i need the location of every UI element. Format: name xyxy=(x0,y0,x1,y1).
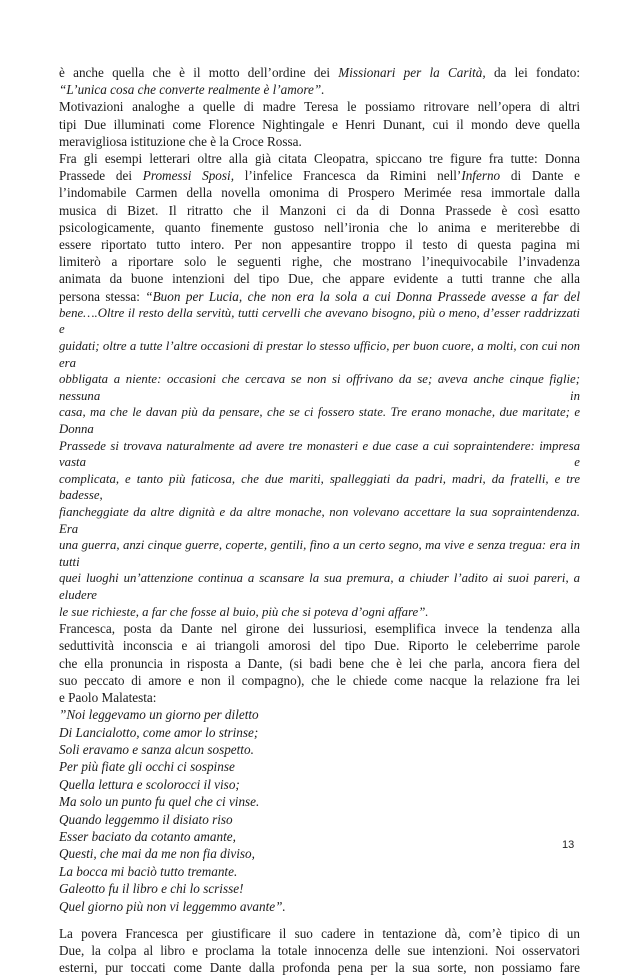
poem-line: Questi, che mai da me non fia diviso, xyxy=(59,846,255,862)
poem-line: Ma solo un punto fu quel che ci vinse. xyxy=(59,794,260,810)
poem-line: Per più fiate gli occhi ci sospinse xyxy=(59,759,235,775)
text-line: suo peccato di amore e non il compagno), che le chiede come nacque la relazione fra lei xyxy=(59,672,580,688)
poem-line: Quel giorno più non vi leggemmo avante”. xyxy=(59,898,286,914)
text-line: è anche quella che è il motto dell’ordine dei Missionari per la Carità, da lei fondato: xyxy=(59,65,581,80)
text-line: essere riportato tutto intero. Per non appesantire troppo il testo di questa pagina mi xyxy=(59,237,580,253)
quote-line: quei luoghi un’attenzione continua a scansare la sua premura, a chiuder l’adito ai suoi pareri, a eludere xyxy=(59,571,580,602)
quotation-prassede xyxy=(59,305,580,620)
text-line: La povera Francesca per giustificare il suo cadere in tentazione dà, com’è tipico di un xyxy=(59,926,580,942)
text-line: che ella pronuncia in risposta a Dante, (si badi bene che è lei che parla, ancora fiera del xyxy=(59,655,580,671)
text-line: seduttività inconscia e ai triangoli amorosi del tipo Due. Riporto le celeberrime parole xyxy=(59,638,580,654)
poem-line: La bocca mi baciò tutto tremante. xyxy=(59,863,238,879)
paragraph-esempi-letterari xyxy=(59,150,580,620)
text-line: psicologicamente, quanto finemente gustoso nell’ironia che lo anima e meriterebbe di xyxy=(59,219,580,235)
poem-line: Quella lettura e scolorocci il viso; xyxy=(59,776,240,792)
quote-line: complicata, e tanto più faticosa, che due mariti, spalleggiati da padri, madri, da fratelli, e tre badesse, xyxy=(59,471,580,503)
page-body xyxy=(59,64,580,977)
page-number: 13 xyxy=(562,839,575,851)
text-line: Motivazioni analoghe a quelle di madre Teresa le possiamo ritrovare nell’opera di altri xyxy=(59,99,580,115)
quote-line: Prassede si trovava naturalmente ad avere tre monasteri e due case a cui sopraintendere: impresa vasta e xyxy=(59,438,580,470)
quote-line: casa, ma che le davan più da pensare, che se ci fossero state. Tre erano monache, due maritate; e Donna xyxy=(59,405,580,436)
quote-line: una guerra, anzi cinque guerre, coperte, gentili, fino a un certo segno, ma vive e senza tregua: era in tutti xyxy=(59,538,580,569)
quote-line: obbligata a niente: occasioni che cercava se non si offrivano da se; aveva anche cinque figlie; nessuna in xyxy=(59,372,580,403)
text-line: Prassede dei Promessi Sposi, l’infelice Francesca da Rimini nell’Inferno di Dante e xyxy=(59,168,580,184)
poem-line: Soli eravamo e sanza alcun sospetto. xyxy=(59,741,254,757)
text-line: Francesca, posta da Dante nel girone dei lussuriosi, esemplifica invece la tendenza alla xyxy=(59,621,580,637)
text-line: “L’unica cosa che converte realmente è l’amore”. xyxy=(59,82,325,98)
text-line: musica di Bizet. Il ritratto che il Manzoni ci da di Donna Prassede è così esatto xyxy=(59,202,580,218)
quote-line: bene….Oltre il resto della servitù, tutti cervelli che avevano bisogno, più o meno, d’esser raddrizzati e xyxy=(59,305,580,337)
text-line: Fra gli esempi letterari oltre alla già citata Cleopatra, spiccano tre figure fra tutte: Donna xyxy=(59,151,580,167)
poem-line: ”Noi leggevamo un giorno per diletto xyxy=(59,707,259,723)
quote-line: fiancheggiate da altre dignità e da altre monache, non volevano accettare la sua sopraintendenza. Era xyxy=(59,504,580,536)
text-line: persona stessa: “Buon per Lucia, che non era la sola a cui Donna Prassede avesse a far del xyxy=(59,288,580,304)
poem-line: Di Lancialotto, come amor lo strinse; xyxy=(59,724,259,740)
text-line: l’indomabile Carmen della novella omonima di Prospero Merimée resa immortale dalla xyxy=(59,185,580,201)
paragraph-francesca xyxy=(59,620,580,706)
paragraph-gap xyxy=(59,915,580,925)
paragraph-motivazioni xyxy=(59,98,580,150)
quote-line: guidati; oltre a tutte l’altre occasioni di prestar lo stesso ufficio, per buon cuore, a molti, con cui non era xyxy=(59,339,580,370)
text-line: esterni, pur toccati come Dante dalla profonda pena per la sua sorte, non possiamo fare xyxy=(59,960,580,976)
text-line: e Paolo Malatesta: xyxy=(59,689,157,705)
poem-inferno-quote xyxy=(59,706,580,915)
text-line: tipi Due illuminati come Florence Nightingale e Henri Dunant, cui il mondo deve quella xyxy=(59,116,580,132)
text-line: Due, la colpa al libro e proclama la totale innocenza delle sue intenzioni. Noi osservatori xyxy=(59,943,580,959)
text-line: limiterò a riportare solo le seguenti righe, che mostrano l’inequivocabile l’invadenza xyxy=(59,254,580,270)
text-line: meravigliosa istituzione che è la Croce Rossa. xyxy=(59,133,302,149)
text-line: animata da buone intenzioni del tipo Due, che appare evidente a tutti tranne che alla xyxy=(59,271,580,287)
paragraph-motto xyxy=(59,64,580,98)
quote-line: le sue richieste, a far che fosse al buio, più che si poteva d’ogni affare”. xyxy=(59,604,429,619)
poem-line: Galeotto fu il libro e chi lo scrisse! xyxy=(59,881,244,897)
poem-line: Esser baciato da cotanto amante, xyxy=(59,828,236,844)
poem-line: Quando leggemmo il disiato riso xyxy=(59,811,233,827)
paragraph-povera-francesca xyxy=(59,925,580,977)
